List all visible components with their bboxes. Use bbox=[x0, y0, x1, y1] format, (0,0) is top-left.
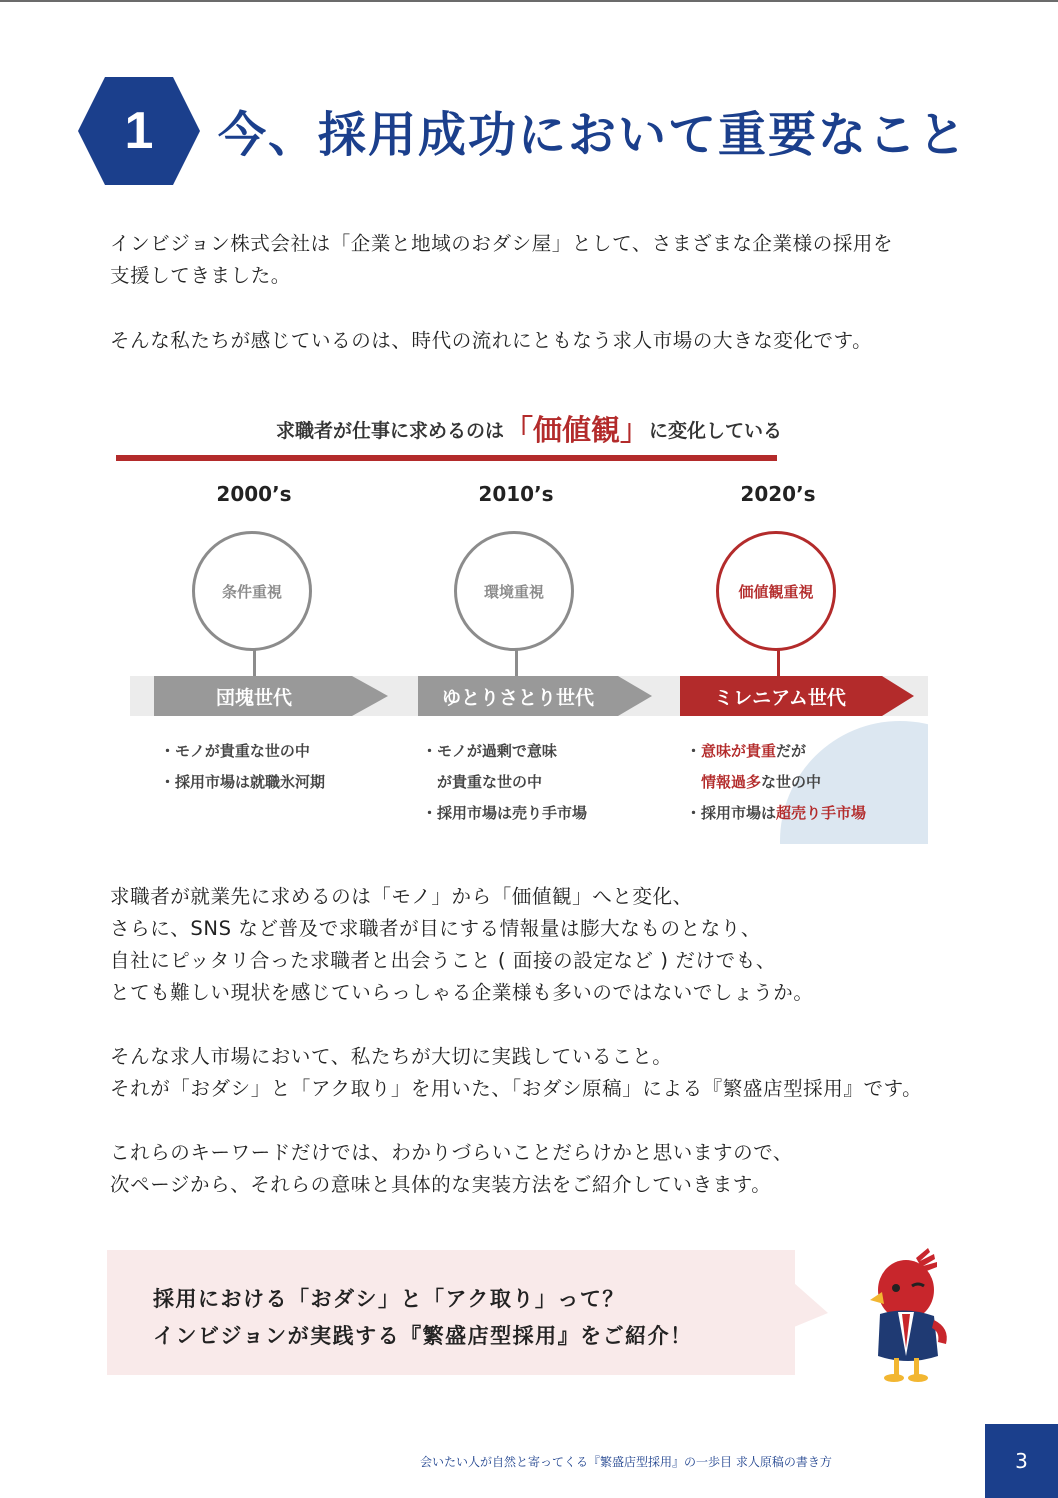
body-line: そんな求人市場において、私たちが大切に実践していること。 bbox=[110, 1045, 673, 1068]
era-focus-circle: 条件重視 bbox=[192, 531, 312, 651]
infographic-title-prefix: 求職者が仕事に求めるのは bbox=[275, 420, 504, 442]
generation-label: 団塊世代 bbox=[215, 686, 292, 709]
era-year: 2020’s bbox=[740, 482, 816, 506]
body-line: それが「おダシ」と「アク取り」を用いた、「おダシ原稿」による『繁盛店型採用』です。 bbox=[110, 1077, 923, 1100]
era-bullets bbox=[686, 736, 866, 829]
body-line: 自社にピッタリ合った求職者と出会うこと ( 面接の設定など ) だけでも、 bbox=[110, 949, 776, 972]
body-line: これらのキーワードだけでは、わかりづらいことだらけかと思いますので、 bbox=[110, 1141, 794, 1164]
era-bullets bbox=[160, 736, 325, 798]
era-bullet: ・意味が貴重だが bbox=[686, 742, 807, 760]
mascot-bird-icon bbox=[858, 1248, 958, 1388]
footer-title: 会いたい人が自然と寄ってくる『繁盛店型採用』の一歩目 求人原稿の書き方 bbox=[420, 1455, 832, 1469]
section-title: 今、採用成功において重要なこと bbox=[218, 107, 969, 163]
body-line: さらに、SNS など普及で求職者が目にする情報量は膨大なものとなり、 bbox=[110, 917, 761, 940]
callout-line: 採用における「おダシ」と「アク取り」って？ bbox=[153, 1287, 625, 1311]
era-focus-circle: 価値観重視 bbox=[716, 531, 836, 651]
generation-label: ゆとりさとり世代 bbox=[441, 686, 594, 709]
section-number: 1 bbox=[124, 102, 154, 160]
infographic-title-suffix: に変化している bbox=[649, 420, 783, 442]
body-paragraph bbox=[110, 881, 814, 1009]
intro-line: インビジョン株式会社は「企業と地域のおダシ屋」として、さまざまな企業様の採用を bbox=[110, 232, 894, 255]
body-line: 求職者が就業先に求めるのは「モノ」から「価値観」へと変化、 bbox=[110, 885, 693, 908]
infographic-title-emphasis: 「価値観」 bbox=[503, 413, 649, 447]
era-bullet: ・採用市場は就職氷河期 bbox=[160, 773, 326, 791]
body-paragraph bbox=[110, 1137, 793, 1201]
top-border bbox=[0, 0, 1058, 2]
intro-paragraph bbox=[110, 228, 893, 292]
era-bullet: ・モノが過剰で意味 bbox=[422, 742, 557, 760]
era-bullet: ・採用市場は超売り手市場 bbox=[686, 804, 867, 822]
infographic bbox=[130, 394, 928, 844]
callout-tail bbox=[794, 1283, 828, 1327]
era-bullet: ・採用市場は売り手市場 bbox=[422, 804, 588, 822]
page-number: 3 bbox=[985, 1424, 1058, 1498]
era-bullet: が貴重な世の中 bbox=[422, 773, 543, 791]
generation-label: ミレニアム世代 bbox=[714, 686, 846, 709]
infographic-title bbox=[130, 408, 928, 449]
intro-statement: そんな私たちが感じているのは、時代の流れにともなう求人市場の大きな変化です。 bbox=[110, 329, 873, 352]
era-focus-circle: 環境重視 bbox=[454, 531, 574, 651]
era-bullet: 情報過多な世の中 bbox=[701, 773, 822, 791]
callout-line: インビジョンが実践する『繁盛店型採用』をご紹介！ bbox=[153, 1324, 693, 1348]
body-paragraph bbox=[110, 1041, 922, 1105]
era-bullet: ・モノが貴重な世の中 bbox=[160, 742, 310, 760]
body-line: 次ページから、それらの意味と具体的な実装方法をご紹介していきます。 bbox=[110, 1173, 772, 1196]
era-year: 2000’s bbox=[216, 482, 292, 506]
intro-line: 支援してきました。 bbox=[110, 264, 291, 287]
era-year: 2010’s bbox=[478, 482, 554, 506]
era-bullets bbox=[422, 736, 587, 829]
body-line: とても難しい現状を感じていらっしゃる企業様も多いのではないでしょうか。 bbox=[110, 981, 814, 1004]
